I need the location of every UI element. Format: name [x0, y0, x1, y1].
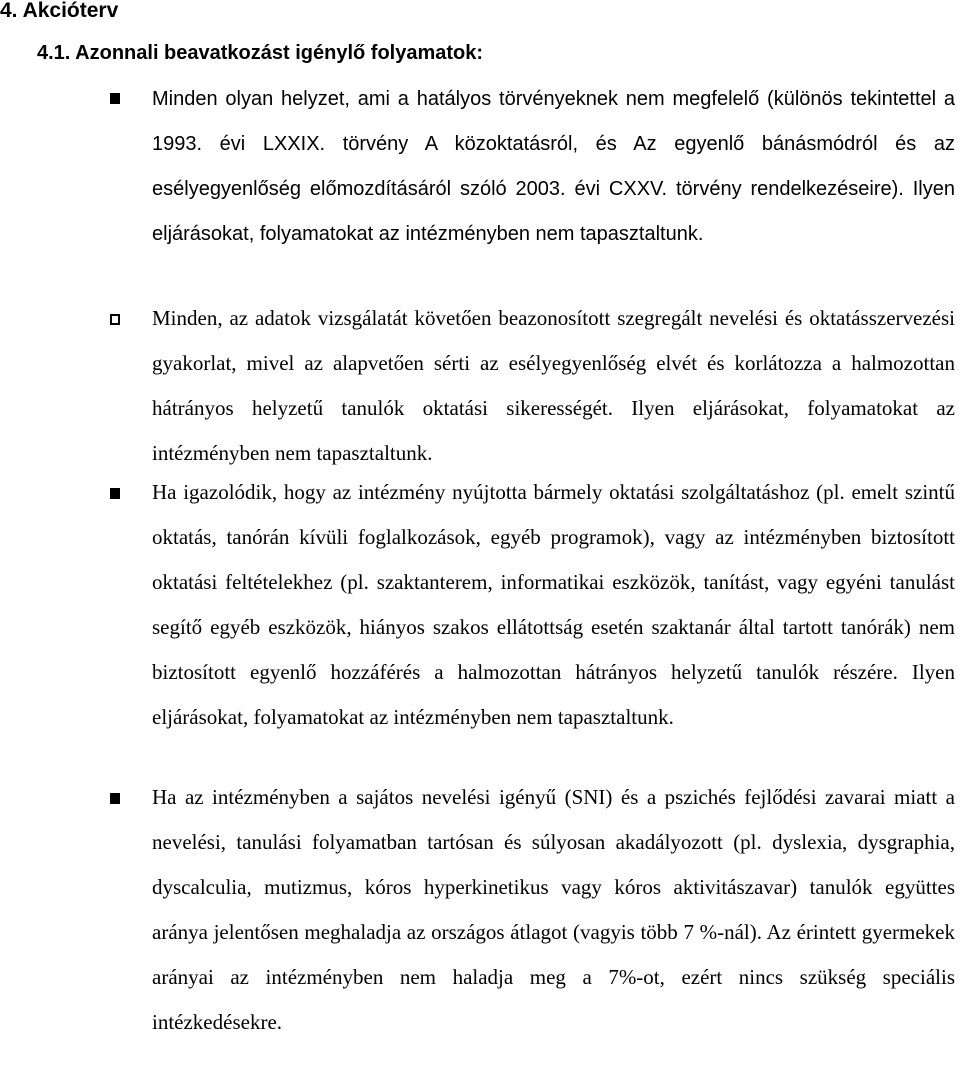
subsection-heading: 4.1. Azonnali beavatkozást igénylő folyamatok:	[37, 42, 484, 64]
list-item: Ha igazolódik, hogy az intézmény nyújtotta bármely oktatási szolgáltatáshoz (pl. emelt szintű oktatás, tanórán kívüli foglalkozások, egyéb programok), vagy az intézményben biztosított oktatási feltételekhez (pl. szaktanterem, informatikai eszközök, tanítást, vagy egyéni tanulást segítő egyéb eszközök, hiányos szakos ellátottság esetén szaktanár által tartott tanórák) nem biztosított egyenlő hozzáférés a halmozottan hátrányos helyzetű tanulók részére. Ilyen eljárásokat, folyamatokat az intézményben nem tapasztaltunk.	[152, 480, 955, 729]
section-heading: 4. Akcióterv	[0, 0, 119, 22]
hollow-square-bullet-icon	[110, 314, 120, 325]
list-item: Ha az intézményben a sajátos nevelési igényű (SNI) és a pszichés fejlődési zavarai miatt a nevelési, tanulási folyamatban tartósan és súlyosan akadályozott (pl. dyslexia, dysgraphia, dyscalculia, mutizmus, kóros hyperkinetikus vagy kóros aktivitászavar) tanulók együttes aránya jelentősen meghaladja az országos átlagot (vagyis több 7 %-nál). Az érintett gyermekek arányai az intézményben nem haladja meg a 7%-ot, ezért nincs szükség speciális intézkedésekre.	[152, 785, 955, 1034]
list-item: Minden olyan helyzet, ami a hatályos törvényeknek nem megfelelő (különös tekintettel a 1993. évi LXXIX. törvény A közoktatásról, és Az egyenlő bánásmódról és az esélyegyenlőség előmozdításáról szóló 2003. évi CXXV. törvény rendelkezéseire). Ilyen eljárásokat, folyamatokat az intézményben nem tapasztaltunk.	[152, 88, 955, 245]
list-item: Minden, az adatok vizsgálatát követően beazonosított szegregált nevelési és oktatásszervezési gyakorlat, mivel az alapvetően sérti az esélyegyenlőség elvét és korlátozza a halmozottan hátrányos helyzetű tanulók oktatási sikerességét. Ilyen eljárásokat, folyamatokat az intézményben nem tapasztaltunk.	[152, 306, 955, 465]
square-bullet-icon	[110, 793, 120, 804]
square-bullet-icon	[110, 488, 120, 499]
square-bullet-icon	[110, 93, 120, 104]
